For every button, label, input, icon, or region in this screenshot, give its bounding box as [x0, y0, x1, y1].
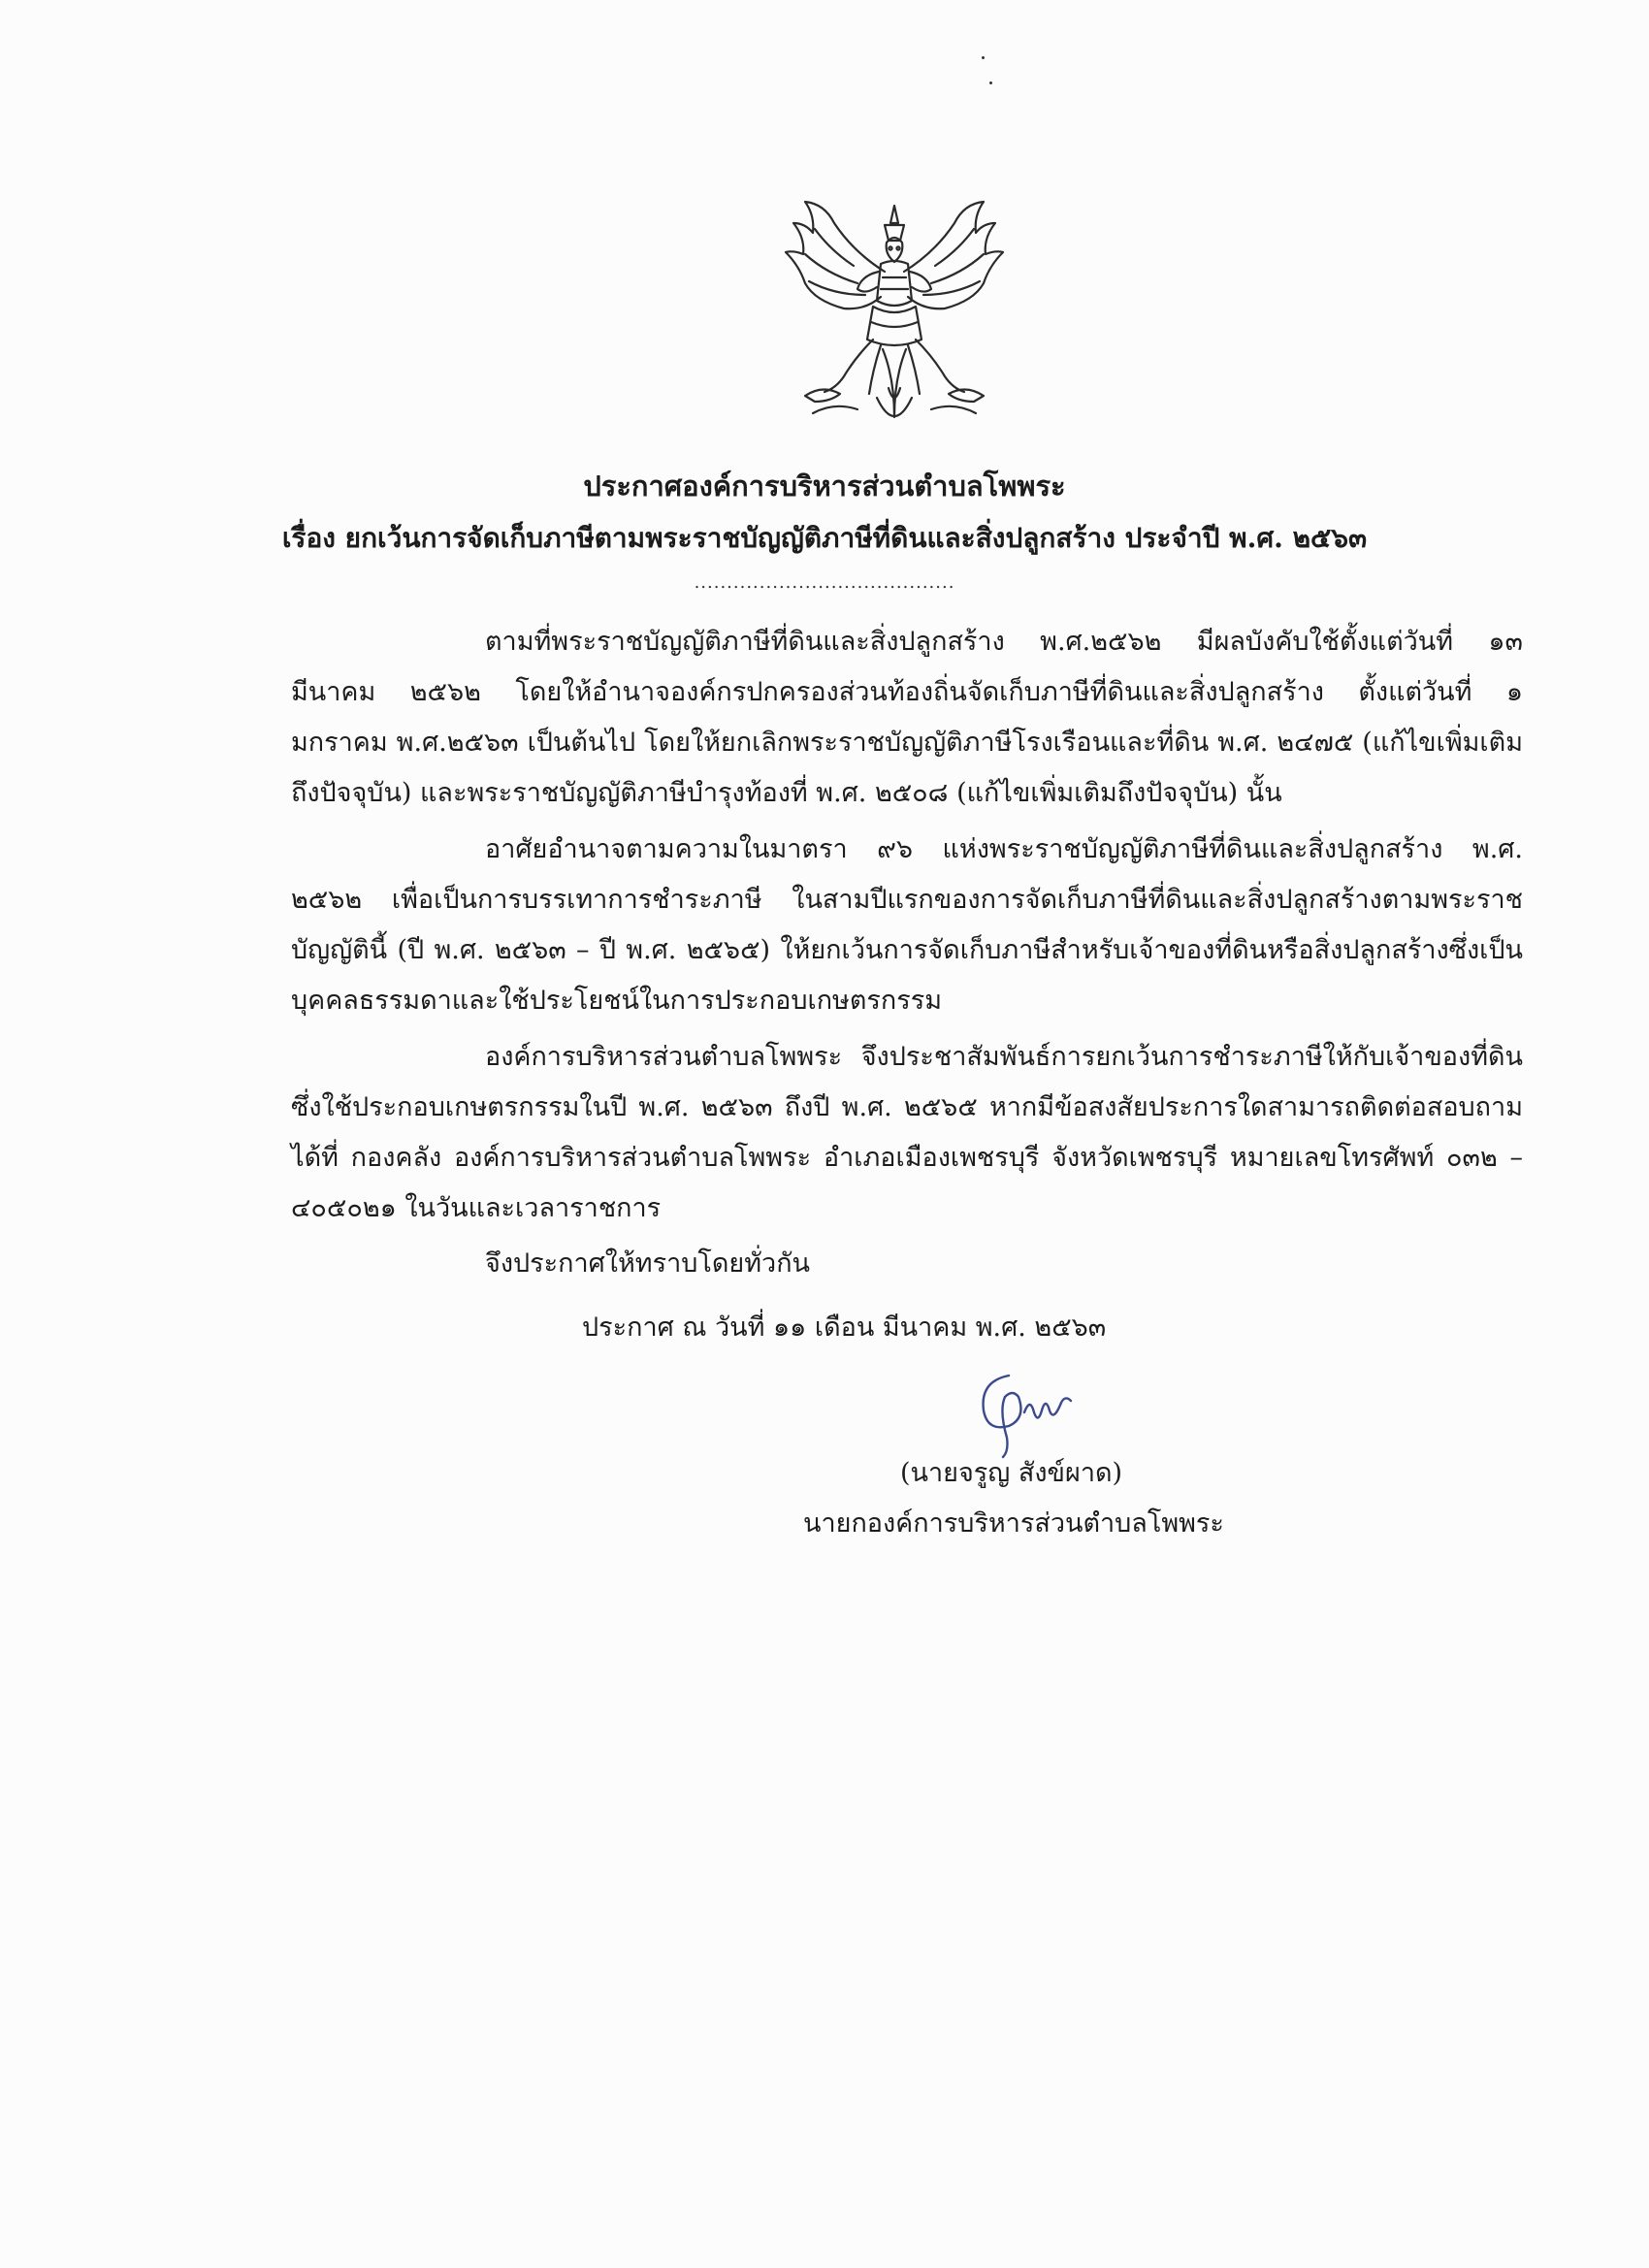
closing-statement: จึงประกาศให้ทราบโดยทั่วกัน [485, 1248, 810, 1279]
body-paragraph-1: ตามที่พระราชบัญญัติภาษีที่ดินและสิ่งปลูกสร้าง พ.ศ.๒๕๖๒ มีผลบังคับใช้ตั้งแต่วันที่ ๑๓ มีนาคม ๒๕๖๒ โดยให้อำนาจองค์กรปกครองส่วนท้องถิ่นจัดเก็บภาษีที่ดินและสิ่งปลูกสร้าง ตั้งแต่วันที่ ๑ มกราคม พ.ศ.๒๕๖๓ เป็นต้นไป โดยให้ยกเลิกพระราชบัญญัติภาษีโรงเรือนและที่ดิน พ.ศ. ๒๔๗๕ (แก้ไขเพิ่มเติมถึงปัจจุบัน) และพระราชบัญญัติภาษีบำรุงท้องที่ พ.ศ. ๒๕๐๘ (แก้ไขเพิ่มเติมถึงปัจจุบัน) นั้น [291, 627, 1523, 808]
announcement-subject: เรื่อง ยกเว้นการจัดเก็บภาษีตามพระราชบัญญัติภาษีที่ดินและสิ่งปลูกสร้าง ประจำปี พ.ศ. ๒๕๖๓ [281, 522, 1368, 554]
garuda-emblem-icon [776, 194, 1014, 441]
title-divider: ........................................ [694, 572, 955, 593]
handwritten-signature [970, 1368, 1077, 1460]
signer-position: นายกองค์การบริหารส่วนตำบลโพพระ [803, 1508, 1224, 1539]
scan-speck [982, 56, 985, 59]
announcement-date: ประกาศ ณ วันที่ ๑๑ เดือน มีนาคม พ.ศ. ๒๕๖๓ [582, 1312, 1107, 1343]
signer-name: (นายจรูญ สังข์ผาด) [900, 1458, 1123, 1488]
announcement-title: ประกาศองค์การบริหารส่วนตำบลโพพระ [583, 470, 1066, 502]
scan-speck [989, 81, 992, 84]
body-paragraph-2: อาศัยอำนาจตามความในมาตรา ๙๖ แห่งพระราชบัญญัติภาษีที่ดินและสิ่งปลูกสร้าง พ.ศ. ๒๕๖๒ เพื่อเป็นการบรรเทาการชำระภาษี ในสามปีแรกของการจัดเก็บภาษีที่ดินและสิ่งปลูกสร้างตามพระราชบัญญัตินี้ (ปี พ.ศ. ๒๕๖๓ – ปี พ.ศ. ๒๕๖๕) ให้ยกเว้นการจัดเก็บภาษีสำหรับเจ้าของที่ดินหรือสิ่งปลูกสร้างซึ่งเป็นบุคคลธรรมดาและใช้ประโยชน์ในการประกอบเกษตรกรรม [291, 834, 1523, 1016]
body-paragraph-3: องค์การบริหารส่วนตำบลโพพระ จึงประชาสัมพันธ์การยกเว้นการชำระภาษีให้กับเจ้าของที่ดินซึ่งใช้ประกอบเกษตรกรรมในปี พ.ศ. ๒๕๖๓ ถึงปี พ.ศ. ๒๕๖๕ หากมีข้อสงสัยประการใดสามารถติดต่อสอบถามได้ที่ กองคลัง องค์การบริหารส่วนตำบลโพพระ อำเภอเมืองเพชรบุรี จังหวัดเพชรบุรี หมายเลขโทรศัพท์ ๐๓๒ – ๔๐๕๐๒๑ ในวันและเวลาราชการ [291, 1042, 1523, 1223]
